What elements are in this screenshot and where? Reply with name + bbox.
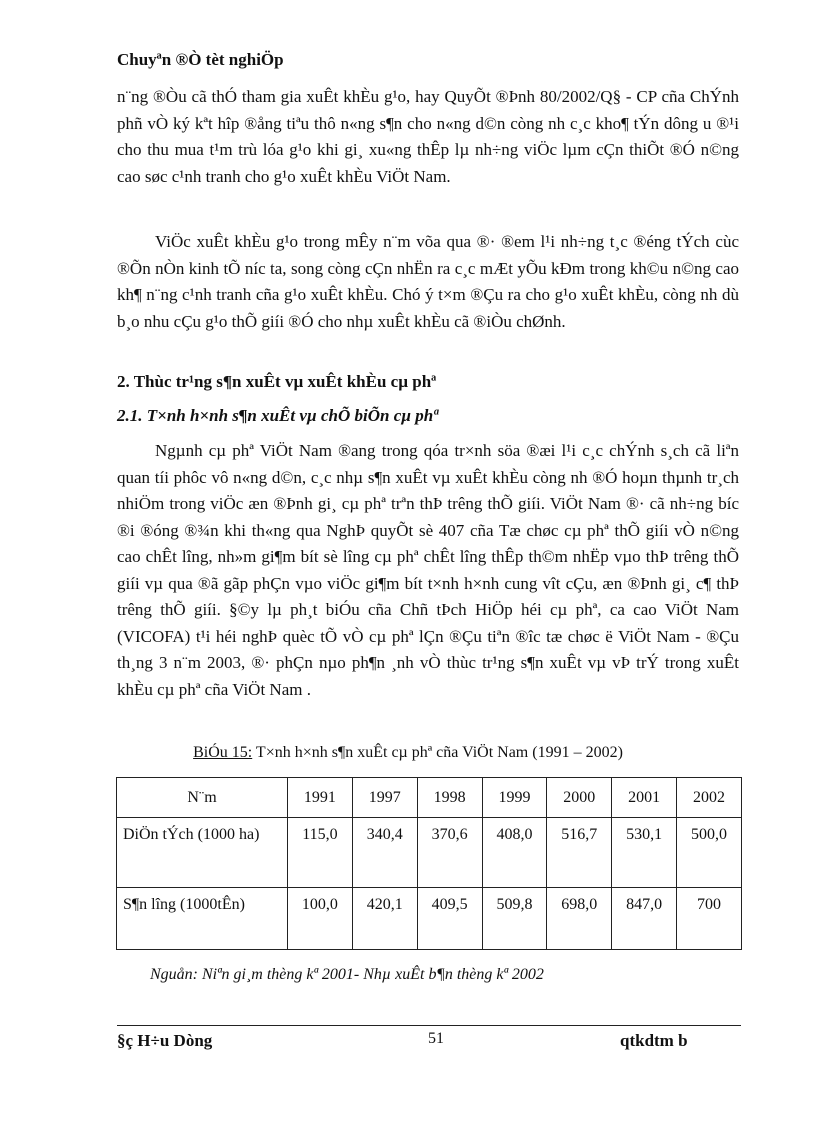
- table-cell: 500,0: [677, 818, 742, 888]
- table-cell: 509,8: [482, 888, 547, 950]
- table-caption-text: T×nh h×nh s¶n xuÊt cµ phª cña ViÖt Nam (1991 – 2002): [252, 744, 623, 761]
- table-cell: 408,0: [482, 818, 547, 888]
- table-cell: 847,0: [612, 888, 677, 950]
- page-header-title: Chuyªn ®Ò tèt nghiÖp: [117, 50, 284, 69]
- table-cell: 698,0: [547, 888, 612, 950]
- table-row-area: [117, 818, 742, 888]
- paragraph-3: Ngµnh cµ phª ViÖt Nam ®ang trong qóa tr×nh söa ®æi l¹i c¸c chÝnh s¸ch cã liªn quan tíi phôc vô n«ng d©n, c¸c nhµ s¶n xuÊt vµ xuÊt khÈu còng nh ®Ó hoµn thµnh tr¸ch nhiÖm trong viÖc æn ®Þnh gi¸ cµ phª trªn thÞ trêng thÕ giíi. ViÖt Nam ®· cã nh÷ng bíc ®i ®óng ®¾n khi th«ng qua NghÞ quyÕt sè 407 cña Tæ chøc cµ phª thÕ giíi vÒ n©ng cao chÊt lîng, nh»m gi¶m bít sè lîng cµ phª chÊt lîng thÊp th©m nhËp vµo thÞ trêng thÕ giíi vµ qua ®ã gãp phÇn vµo viÖc gi¶m bít t×nh h×nh cung vît cÇu, æn ®Þnh gi¸ c¶ thÞ trêng thÕ giíi. §©y lµ ph¸t biÓu cña Chñ tÞch HiÖp héi cµ phª, ca cao ViÖt Nam (VICOFA) t¹i héi nghÞ quèc tÕ vÒ cµ phª lÇn ®Çu tiªn ®îc tæ chøc ë ViÖt Nam - ®Çu th¸ng 3 n¨m 2003, ®· phÇn nµo ph¶n ¸nh vÒ thùc tr¹ng s¶n xuÊt vµ vÞ trÝ trong xuÊt khÈu cµ phª cña ViÖt Nam .: [117, 441, 739, 699]
- subsection-heading: 2.1. T×nh h×nh s¶n xuÊt vµ chÕ biÕn cµ phª: [117, 406, 438, 425]
- table-row-label: S¶n lîng (1000tÊn): [117, 888, 288, 950]
- table-header-cell: 2002: [677, 778, 742, 818]
- table-header-cell: 1998: [417, 778, 482, 818]
- table-cell: 700: [677, 888, 742, 950]
- table-header-cell: 2000: [547, 778, 612, 818]
- table-source-note: Nguån: Niªn gi¸m thèng kª 2001- Nhµ xuÊt b¶n thèng kª 2002: [150, 966, 544, 983]
- table-header-cell: 1991: [288, 778, 353, 818]
- table-cell: 370,6: [417, 818, 482, 888]
- table-header-cell: 2001: [612, 778, 677, 818]
- table-header-cell: 1999: [482, 778, 547, 818]
- table-cell: 516,7: [547, 818, 612, 888]
- table-header-cell: 1997: [352, 778, 417, 818]
- table-cell: 409,5: [417, 888, 482, 950]
- table-cell: 100,0: [288, 888, 353, 950]
- table-row-output: [117, 888, 742, 950]
- table-header-cell: N¨m: [117, 778, 288, 818]
- table-row-label: DiÖn tÝch (1000 ha): [117, 818, 288, 888]
- footer-class: qtkdtm b: [620, 1031, 688, 1050]
- table-cell: 340,4: [352, 818, 417, 888]
- table-cell: 420,1: [352, 888, 417, 950]
- section-heading: 2. Thùc tr¹ng s¶n xuÊt vµ xuÊt khÈu cµ phª: [117, 372, 437, 391]
- table-cell: 530,1: [612, 818, 677, 888]
- footer-author: §ç H÷u Dòng: [117, 1031, 213, 1050]
- paragraph-2: ViÖc xuÊt khÈu g¹o trong mÊy n¨m võa qua ®· ®em l¹i nh÷ng t¸c ®éng tÝch cùc ®Õn nÒn kinh tÕ níc ta, song còng cÇn nhËn ra c¸c mÆt yÕu kÐm trong kh©u n©ng cao kh¶ n¨ng c¹nh tranh cña g¹o xuÊt khÈu. Chó ý t×m ®Çu ra cho g¹o xuÊt khÈu, còng nh dù b¸o nhu cÇu g¹o thÕ giíi ®Ó cho nhµ xuÊt khÈu cã ®iÒu chØnh.: [117, 232, 739, 331]
- table-header-row: [117, 778, 742, 818]
- table-cell: 115,0: [288, 818, 353, 888]
- table-caption-label: BiÓu 15:: [193, 744, 253, 761]
- footer-divider: [117, 1025, 741, 1026]
- paragraph-1: n¨ng ®Òu cã thÓ tham gia xuÊt khÈu g¹o, hay QuyÕt ®Þnh 80/2002/Q§ - CP cña ChÝnh phñ vÒ ký kªt hîp ®ång tiªu thô n«ng s¶n cho n«ng d©n còng nh c¸c kho¶ tÝn dông u ®¹i cho thu mua t¹m trù lóa g¹o khi gi¸ xu«ng thÊp lµ nh÷ng viÖc lµm cÇn thiÕt ®Ó n©ng cao søc c¹nh tranh cho g¹o xuÊt khÈu ViÖt Nam.: [117, 87, 739, 186]
- table-caption: [0, 744, 816, 762]
- page-number: 51: [428, 1030, 444, 1047]
- coffee-production-table: [116, 777, 742, 950]
